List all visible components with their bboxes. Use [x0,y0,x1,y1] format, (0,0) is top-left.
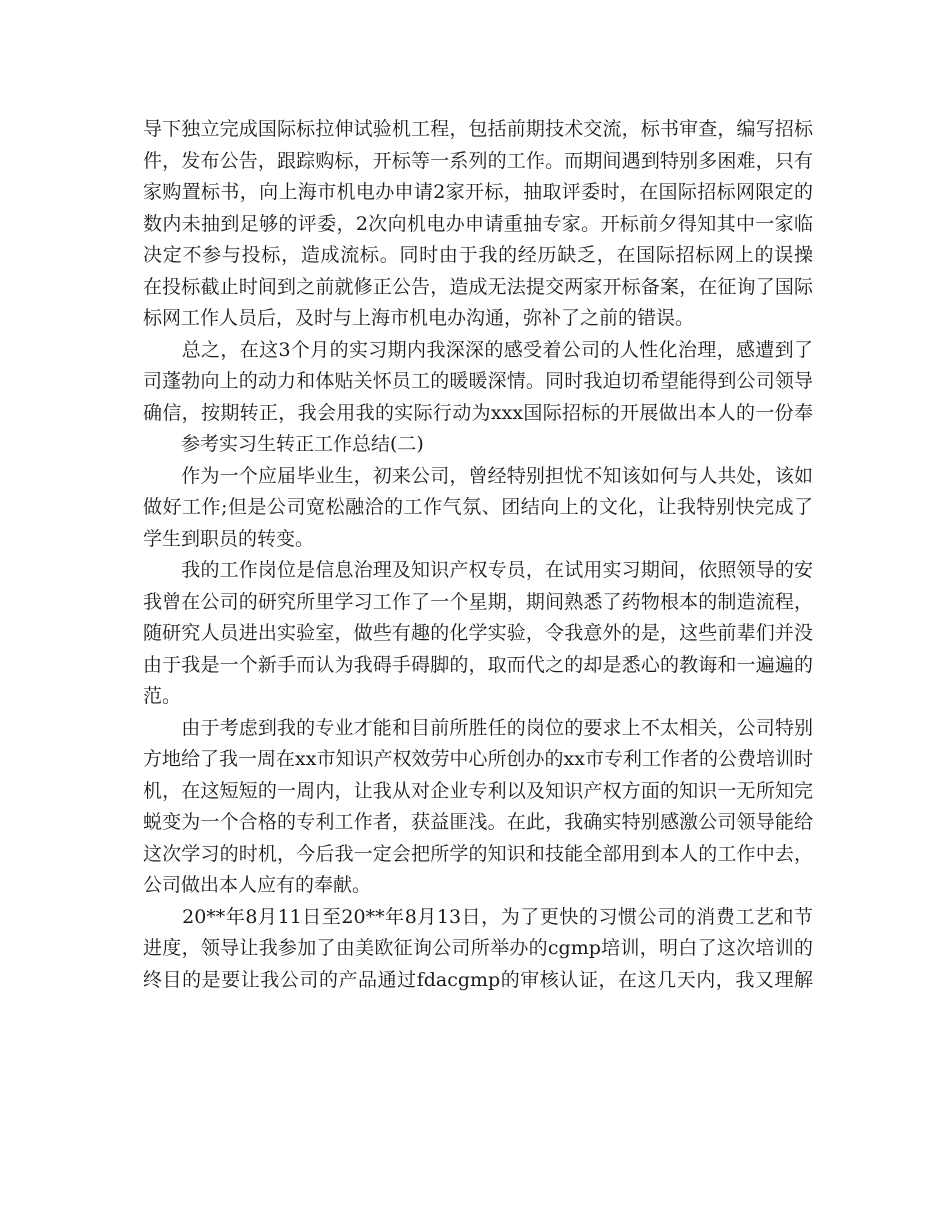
text-line: 标网工作人员后，及时与上海市机电办沟通，弥补了之前的错误。 [143,307,695,329]
text-line: 件，发布公告，跟踪购标，开标等一系列的工作。而期间遇到特别多困难，只有 [143,149,813,172]
document-body [143,114,813,996]
section-heading: 参考实习生转正工作总结(二) [143,433,424,455]
text-line: 决定不参与投标，造成流标。同时由于我的经历缺乏，在国际招标网上的误操 [143,244,813,266]
text-line: 由于我是一个新手而认为我碍手碍脚的，取而代之的却是悉心的教诲和一遍遍的 [143,653,813,676]
text-line: 20**年8月11日至20**年8月13日，为了更快的习惯公司的消费工艺和节 [182,905,813,928]
text-line: 进度，领导让我参加了由美欧征询公司所举办的cgmp培训，明白了这次培训的 [143,937,813,959]
text-line: 学生到职员的转变。 [143,527,315,550]
text-line: 我的工作岗位是信息治理及知识产权专员，在试用实习期间，依照领导的安 [181,559,813,581]
text-line: 蜕变为一个合格的专利工作者，获益匪浅。在此，我确实特别感激公司领导能给 [143,811,813,833]
text-line: 机，在这短短的一周内，让我从对企业专利以及知识产权方面的知识一无所知完 [143,779,813,802]
text-line: 做好工作;但是公司宽松融洽的工作气氛、团结向上的文化，让我特别快完成了 [143,496,813,518]
text-line: 公司做出本人应有的奉献。 [143,874,372,896]
text-line: 总之，在这3个月的实习期内我深深的感受着公司的人性化治理，感遭到了 [181,338,813,361]
text-line: 随研究人员进出实验室，做些有趣的化学实验，令我意外的是，这些前辈们并没 [143,622,813,644]
text-line: 确信，按期转正，我会用我的实际行动为xxx国际招标的开展做出本人的一份奉 [143,401,813,424]
text-line: 我曾在公司的研究所里学习工作了一个星期，期间熟悉了药物根本的制造流程， [143,590,813,613]
text-line: 数内未抽到足够的评委，2次向机电办申请重抽专家。开标前夕得知其中一家临 [143,212,813,235]
text-line: 由于考虑到我的专业才能和目前所胜任的岗位的要求上不太相关，公司特别 [181,716,813,739]
text-line: 在投标截止时间到之前就修正公告，造成无法提交两家开标备案，在征询了国际 [143,275,813,298]
text-line: 作为一个应届毕业生，初来公司，曾经特别担忧不知该如何与人共处，该如 [181,464,813,487]
text-line: 司蓬勃向上的动力和体贴关怀员工的暖暖深情。同时我迫切希望能得到公司领导 [143,370,813,392]
text-line: 范。 [143,685,182,707]
text-line: 方地给了我一周在xx市知识产权效劳中心所创办的xx市专利工作者的公费培训时 [143,748,813,770]
text-line: 终目的是要让我公司的产品通过fdacgmp的审核认证，在这几天内，我又理解 [143,968,813,991]
text-line: 家购置标书，向上海市机电办申请2家开标，抽取评委时，在国际招标网限定的 [143,181,813,203]
text-line: 导下独立完成国际标拉伸试验机工程，包括前期技术交流，标书审查，编写招标 [143,118,813,140]
text-line: 这次学习的时机，今后我一定会把所学的知识和技能全部用到本人的工作中去， [143,842,813,865]
